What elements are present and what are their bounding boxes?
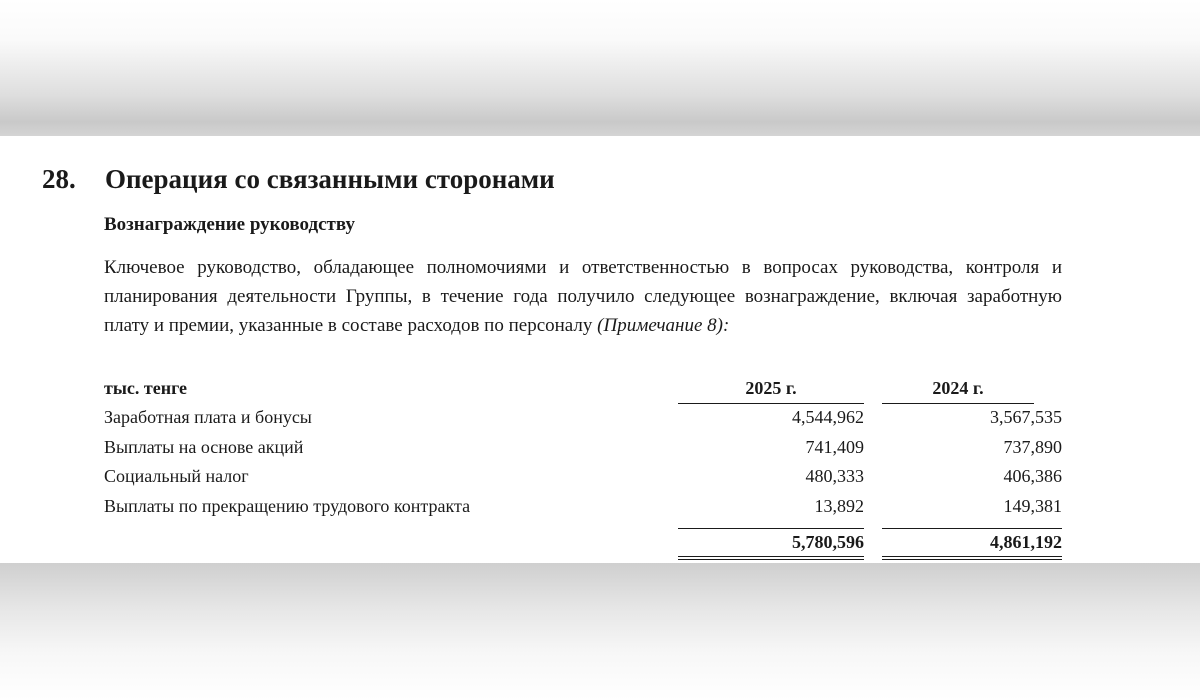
row-value-2025: 4,544,962 <box>792 407 864 427</box>
row-value-2025: 13,892 <box>814 496 864 516</box>
row-value-2024: 406,386 <box>1003 466 1062 486</box>
row-value-2025: 480,333 <box>805 466 864 486</box>
table-row <box>104 407 1064 435</box>
section-title <box>42 164 555 195</box>
body-paragraph <box>104 253 1062 340</box>
column-header-2025: 2025 г. <box>678 378 864 404</box>
row-value-2024: 737,890 <box>1003 437 1062 457</box>
row-label: Заработная плата и бонусы <box>104 407 312 427</box>
row-label: Выплаты по прекращению трудового контракта <box>104 496 471 516</box>
blurred-background-bottom <box>0 563 1200 700</box>
row-value-2025: 741,409 <box>805 437 864 457</box>
row-label: Выплаты на основе акций <box>104 437 304 457</box>
column-header-2024: 2024 г. <box>882 378 1034 404</box>
paragraph-text: Ключевое руководство, обладающее полномочиями и ответственностью в вопросах руководства, контроля и планирования деятельности Группы, в течение года получило следующее вознаграждение, включая заработную плату и премии, указанные в составе расходов по персоналу <box>104 257 1062 336</box>
note-reference: (Примечание 8): <box>597 315 730 336</box>
row-value-2024: 149,381 <box>1003 496 1062 516</box>
table-unit-label: тыс. тенге <box>104 378 188 398</box>
section-number: 28. <box>42 164 76 194</box>
document-page <box>0 136 1200 563</box>
total-2025: 5,780,596 <box>678 528 864 560</box>
table-row <box>104 496 1064 524</box>
row-value-2024: 3,567,535 <box>990 407 1062 427</box>
section-title-text: Операция со связанными сторонами <box>105 164 555 194</box>
blurred-background-top <box>0 0 1200 136</box>
table-row <box>104 437 1064 465</box>
table-row <box>104 466 1064 494</box>
total-2024: 4,861,192 <box>882 528 1062 560</box>
subheading: Вознаграждение руководству <box>104 214 355 235</box>
row-label: Социальный налог <box>104 466 249 486</box>
